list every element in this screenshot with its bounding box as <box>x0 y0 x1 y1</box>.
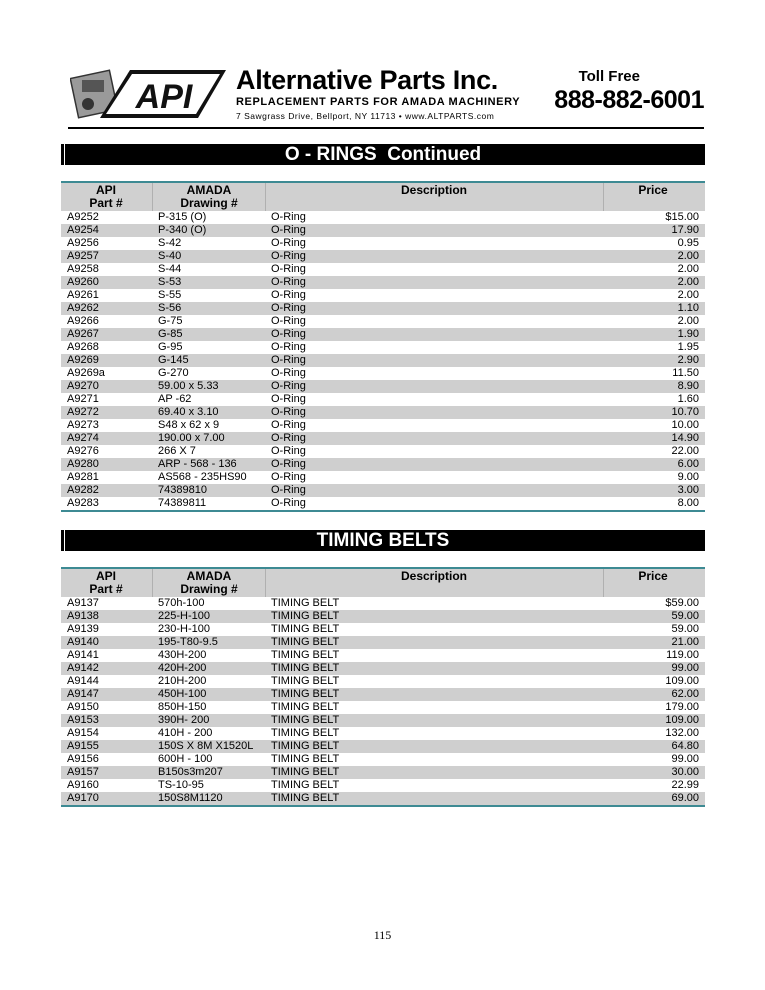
price: 109.00 <box>665 714 699 726</box>
price: $15.00 <box>665 211 699 223</box>
api-part-number: A9147 <box>67 688 99 700</box>
amada-drawing-number: S-42 <box>158 237 182 249</box>
price: 10.70 <box>671 406 699 418</box>
api-part-number: A9283 <box>67 497 99 509</box>
header-price-text: Price <box>638 183 668 197</box>
price: 2.00 <box>677 289 699 301</box>
table-row <box>61 354 705 367</box>
api-part-number: A9140 <box>67 636 99 648</box>
description: TIMING BELT <box>271 740 340 752</box>
price: 22.99 <box>671 779 699 791</box>
header-description <box>269 570 599 583</box>
price: 30.00 <box>671 766 699 778</box>
api-part-number: A9144 <box>67 675 99 687</box>
header-divider-line <box>603 183 604 211</box>
api-part-number: A9280 <box>67 458 99 470</box>
table-header <box>61 183 705 211</box>
table-row <box>61 432 705 445</box>
api-part-number: A9139 <box>67 623 99 635</box>
description: O-Ring <box>271 341 306 353</box>
table-row <box>61 497 705 510</box>
api-part-number: A9271 <box>67 393 99 405</box>
amada-drawing-number: 600H - 100 <box>158 753 213 765</box>
header-amada-drawing-text: AMADA <box>186 569 232 583</box>
header-description-text: Description <box>400 569 467 583</box>
description: O-Ring <box>271 289 306 301</box>
table-row <box>61 597 705 610</box>
api-part-number: A9156 <box>67 753 99 765</box>
price: 1.90 <box>677 328 699 340</box>
description: TIMING BELT <box>271 636 340 648</box>
price: 11.50 <box>672 367 699 379</box>
amada-drawing-number: B150s3m207 <box>158 766 223 778</box>
table-row <box>61 701 705 714</box>
phone-number: 888-882-6001 <box>554 86 704 114</box>
api-part-number: A9142 <box>67 662 99 674</box>
table-row <box>61 211 705 224</box>
header-amada-drawing-text: Drawing # <box>180 196 238 210</box>
amada-drawing-number: 410H - 200 <box>158 727 213 739</box>
table-row <box>61 610 705 623</box>
price: 3.00 <box>677 484 699 496</box>
table-row <box>61 302 705 315</box>
description: O-Ring <box>271 497 306 509</box>
api-part-number: A9282 <box>67 484 99 496</box>
description: TIMING BELT <box>271 727 340 739</box>
description: O-Ring <box>271 380 306 392</box>
amada-drawing-number: S-44 <box>158 263 182 275</box>
amada-drawing-number: 74389810 <box>158 484 207 496</box>
table-row <box>61 675 705 688</box>
header-divider-line <box>265 569 266 597</box>
company-name: Alternative Parts Inc. <box>236 65 499 95</box>
table-row <box>61 766 705 779</box>
table-row <box>61 315 705 328</box>
price: 0.95 <box>677 237 699 249</box>
section-title-o-rings: O - RINGS Continued <box>61 144 705 165</box>
price: 8.00 <box>677 497 699 509</box>
amada-drawing-number: S-53 <box>158 276 182 288</box>
header-amada-drawing-text: Drawing # <box>180 582 238 596</box>
description: O-Ring <box>271 458 306 470</box>
table-row <box>61 636 705 649</box>
table-row <box>61 458 705 471</box>
api-logo <box>70 64 228 124</box>
table-row <box>61 792 705 805</box>
description: TIMING BELT <box>271 610 340 622</box>
api-part-number: A9141 <box>67 649 99 661</box>
header-divider-line <box>152 569 153 597</box>
table-row <box>61 341 705 354</box>
price: 9.00 <box>677 471 699 483</box>
header-api-part-text: API <box>95 183 116 197</box>
amada-drawing-number: 450H-100 <box>158 688 207 700</box>
header-api-part <box>65 184 147 210</box>
toll-free-block <box>554 68 704 114</box>
price: 6.00 <box>677 458 699 470</box>
header-divider-line <box>152 183 153 211</box>
description: O-Ring <box>271 224 306 236</box>
api-part-number: A9256 <box>67 237 99 249</box>
table-row <box>61 779 705 792</box>
table-row <box>61 649 705 662</box>
price: 2.00 <box>677 263 699 275</box>
price: 64.80 <box>671 740 699 752</box>
api-part-number: A9260 <box>67 276 99 288</box>
amada-drawing-number: 390H- 200 <box>158 714 210 726</box>
company-block <box>236 66 520 122</box>
price: 2.90 <box>677 354 699 366</box>
table-row <box>61 688 705 701</box>
o-rings-table <box>61 181 705 512</box>
price: 2.00 <box>677 250 699 262</box>
description: TIMING BELT <box>271 792 340 804</box>
price: $59.00 <box>665 597 699 609</box>
description: O-Ring <box>271 367 306 379</box>
table-row <box>61 753 705 766</box>
description: O-Ring <box>271 406 306 418</box>
api-part-number: A9269a <box>67 367 105 379</box>
api-part-number: A9257 <box>67 250 99 262</box>
header-divider-line <box>603 569 604 597</box>
api-part-number: A9154 <box>67 727 99 739</box>
table-header <box>61 569 705 597</box>
amada-drawing-number: S48 x 62 x 9 <box>158 419 220 431</box>
api-part-number: A9160 <box>67 779 99 791</box>
description: TIMING BELT <box>271 597 340 609</box>
header-description-text: Description <box>400 183 467 197</box>
description: TIMING BELT <box>271 649 340 661</box>
api-part-number: A9150 <box>67 701 99 713</box>
price: 119.00 <box>666 649 699 661</box>
price: 99.00 <box>671 662 699 674</box>
amada-drawing-number: 430H-200 <box>158 649 207 661</box>
amada-drawing-number: 195-T80-9.5 <box>158 636 218 648</box>
description: O-Ring <box>271 315 306 327</box>
table-row <box>61 484 705 497</box>
header-amada-drawing <box>157 570 261 596</box>
header-amada-drawing-text: AMADA <box>186 183 232 197</box>
header-price <box>607 184 699 197</box>
amada-drawing-number: 150S8M1120 <box>158 792 223 804</box>
api-part-number: A9268 <box>67 341 99 353</box>
description: O-Ring <box>271 276 306 288</box>
header-price-text: Price <box>638 569 668 583</box>
price: 17.90 <box>671 224 699 236</box>
amada-drawing-number: 230-H-100 <box>158 623 210 635</box>
table-row <box>61 740 705 753</box>
api-part-number: A9138 <box>67 610 99 622</box>
table-row <box>61 445 705 458</box>
description: TIMING BELT <box>271 714 340 726</box>
price: 1.60 <box>677 393 699 405</box>
api-part-number: A9137 <box>67 597 99 609</box>
api-part-number: A9273 <box>67 419 99 431</box>
description: TIMING BELT <box>271 701 340 713</box>
table-row <box>61 471 705 484</box>
amada-drawing-number: AS568 - 235HS90 <box>158 471 247 483</box>
table-row <box>61 662 705 675</box>
price: 132.00 <box>665 727 699 739</box>
description: O-Ring <box>271 263 306 275</box>
table-row <box>61 367 705 380</box>
api-part-number: A9270 <box>67 380 99 392</box>
table-row <box>61 250 705 263</box>
header-api-part <box>65 570 147 596</box>
price: 179.00 <box>665 701 699 713</box>
api-part-number: A9266 <box>67 315 99 327</box>
description: TIMING BELT <box>271 623 340 635</box>
api-part-number: A9252 <box>67 211 99 223</box>
table-row <box>61 714 705 727</box>
amada-drawing-number: G-75 <box>158 315 183 327</box>
table-row <box>61 328 705 341</box>
table-row <box>61 276 705 289</box>
table-row <box>61 406 705 419</box>
svg-text:API: API <box>135 78 193 116</box>
api-part-number: A9274 <box>67 432 99 444</box>
amada-drawing-number: S-56 <box>158 302 182 314</box>
price: 109.00 <box>665 675 699 687</box>
description: O-Ring <box>271 250 306 262</box>
amada-drawing-number: 210H-200 <box>158 675 207 687</box>
amada-drawing-number: 74389811 <box>158 497 207 509</box>
price: 59.00 <box>671 623 699 635</box>
api-part-number: A9267 <box>67 328 99 340</box>
api-part-number: A9261 <box>67 289 99 301</box>
price: 99.00 <box>671 753 699 765</box>
description: TIMING BELT <box>271 779 340 791</box>
amada-drawing-number: 420H-200 <box>158 662 207 674</box>
description: O-Ring <box>271 302 306 314</box>
table-row <box>61 289 705 302</box>
header-description <box>269 184 599 197</box>
header-api-part-text: API <box>95 569 116 583</box>
description: O-Ring <box>271 445 306 457</box>
table-row <box>61 419 705 432</box>
price: 22.00 <box>671 445 699 457</box>
header-amada-drawing <box>157 184 261 210</box>
amada-drawing-number: TS-10-95 <box>158 779 204 791</box>
description: O-Ring <box>271 354 306 366</box>
description: O-Ring <box>271 432 306 444</box>
company-address: 7 Sawgrass Drive, Bellport, NY 11713 • www.ALTPARTS.com <box>236 111 495 121</box>
api-part-number: A9153 <box>67 714 99 726</box>
api-part-number: A9276 <box>67 445 99 457</box>
amada-drawing-number: 225-H-100 <box>158 610 210 622</box>
price: 62.00 <box>671 688 699 700</box>
description: TIMING BELT <box>271 662 340 674</box>
price: 14.90 <box>671 432 699 444</box>
description: O-Ring <box>271 328 306 340</box>
amada-drawing-number: ARP - 568 - 136 <box>158 458 237 470</box>
header-api-part-text: Part # <box>89 582 123 596</box>
catalog-header <box>68 62 704 126</box>
table-row <box>61 380 705 393</box>
api-part-number: A9170 <box>67 792 99 804</box>
table-row <box>61 237 705 250</box>
api-part-number: A9272 <box>67 406 99 418</box>
table-row <box>61 263 705 276</box>
page-number: 115 <box>373 928 392 942</box>
price: 2.00 <box>677 276 699 288</box>
description: TIMING BELT <box>271 675 340 687</box>
amada-drawing-number: G-95 <box>158 341 183 353</box>
header-price <box>607 570 699 583</box>
amada-drawing-number: 266 X 7 <box>158 445 196 457</box>
price: 1.95 <box>677 341 699 353</box>
amada-drawing-number: 69.40 x 3.10 <box>158 406 219 418</box>
amada-drawing-number: AP -62 <box>158 393 192 405</box>
amada-drawing-number: G-145 <box>158 354 189 366</box>
description: TIMING BELT <box>271 753 340 765</box>
header-api-part-text: Part # <box>89 196 123 210</box>
description: O-Ring <box>271 393 306 405</box>
price: 2.00 <box>677 315 699 327</box>
toll-free-label: Toll Free <box>578 68 640 85</box>
api-part-number: A9258 <box>67 263 99 275</box>
price: 8.90 <box>677 380 699 392</box>
amada-drawing-number: G-85 <box>158 328 183 340</box>
description: O-Ring <box>271 484 306 496</box>
price: 21.00 <box>671 636 699 648</box>
timing-belts-table <box>61 567 705 807</box>
api-part-number: A9155 <box>67 740 99 752</box>
amada-drawing-number: P-340 (O) <box>158 224 207 236</box>
amada-drawing-number: S-55 <box>158 289 182 301</box>
description: O-Ring <box>271 471 306 483</box>
api-part-number: A9281 <box>67 471 99 483</box>
company-tagline: REPLACEMENT PARTS FOR AMADA MACHINERY <box>236 96 521 108</box>
description: O-Ring <box>271 419 306 431</box>
description: TIMING BELT <box>271 688 340 700</box>
description: TIMING BELT <box>271 766 340 778</box>
description: O-Ring <box>271 237 306 249</box>
description: O-Ring <box>271 211 306 223</box>
amada-drawing-number: G-270 <box>158 367 189 379</box>
api-part-number: A9262 <box>67 302 99 314</box>
header-divider-line <box>265 183 266 211</box>
amada-drawing-number: P-315 (O) <box>158 211 207 223</box>
api-part-number: A9269 <box>67 354 99 366</box>
amada-drawing-number: 190.00 x 7.00 <box>158 432 225 444</box>
amada-drawing-number: S-40 <box>158 250 182 262</box>
price: 69.00 <box>671 792 699 804</box>
amada-drawing-number: 570h-100 <box>158 597 205 609</box>
price: 10.00 <box>671 419 699 431</box>
price: 59.00 <box>671 610 699 622</box>
amada-drawing-number: 850H-150 <box>158 701 207 713</box>
table-row <box>61 224 705 237</box>
section-title-timing-belts: TIMING BELTS <box>61 530 705 551</box>
amada-drawing-number: 150S X 8M X1520L <box>158 740 254 752</box>
price: 1.10 <box>677 302 699 314</box>
amada-drawing-number: 59.00 x 5.33 <box>158 380 219 392</box>
api-part-number: A9157 <box>67 766 99 778</box>
table-row <box>61 393 705 406</box>
table-row <box>61 727 705 740</box>
table-row <box>61 623 705 636</box>
header-divider <box>68 127 704 129</box>
api-part-number: A9254 <box>67 224 99 236</box>
